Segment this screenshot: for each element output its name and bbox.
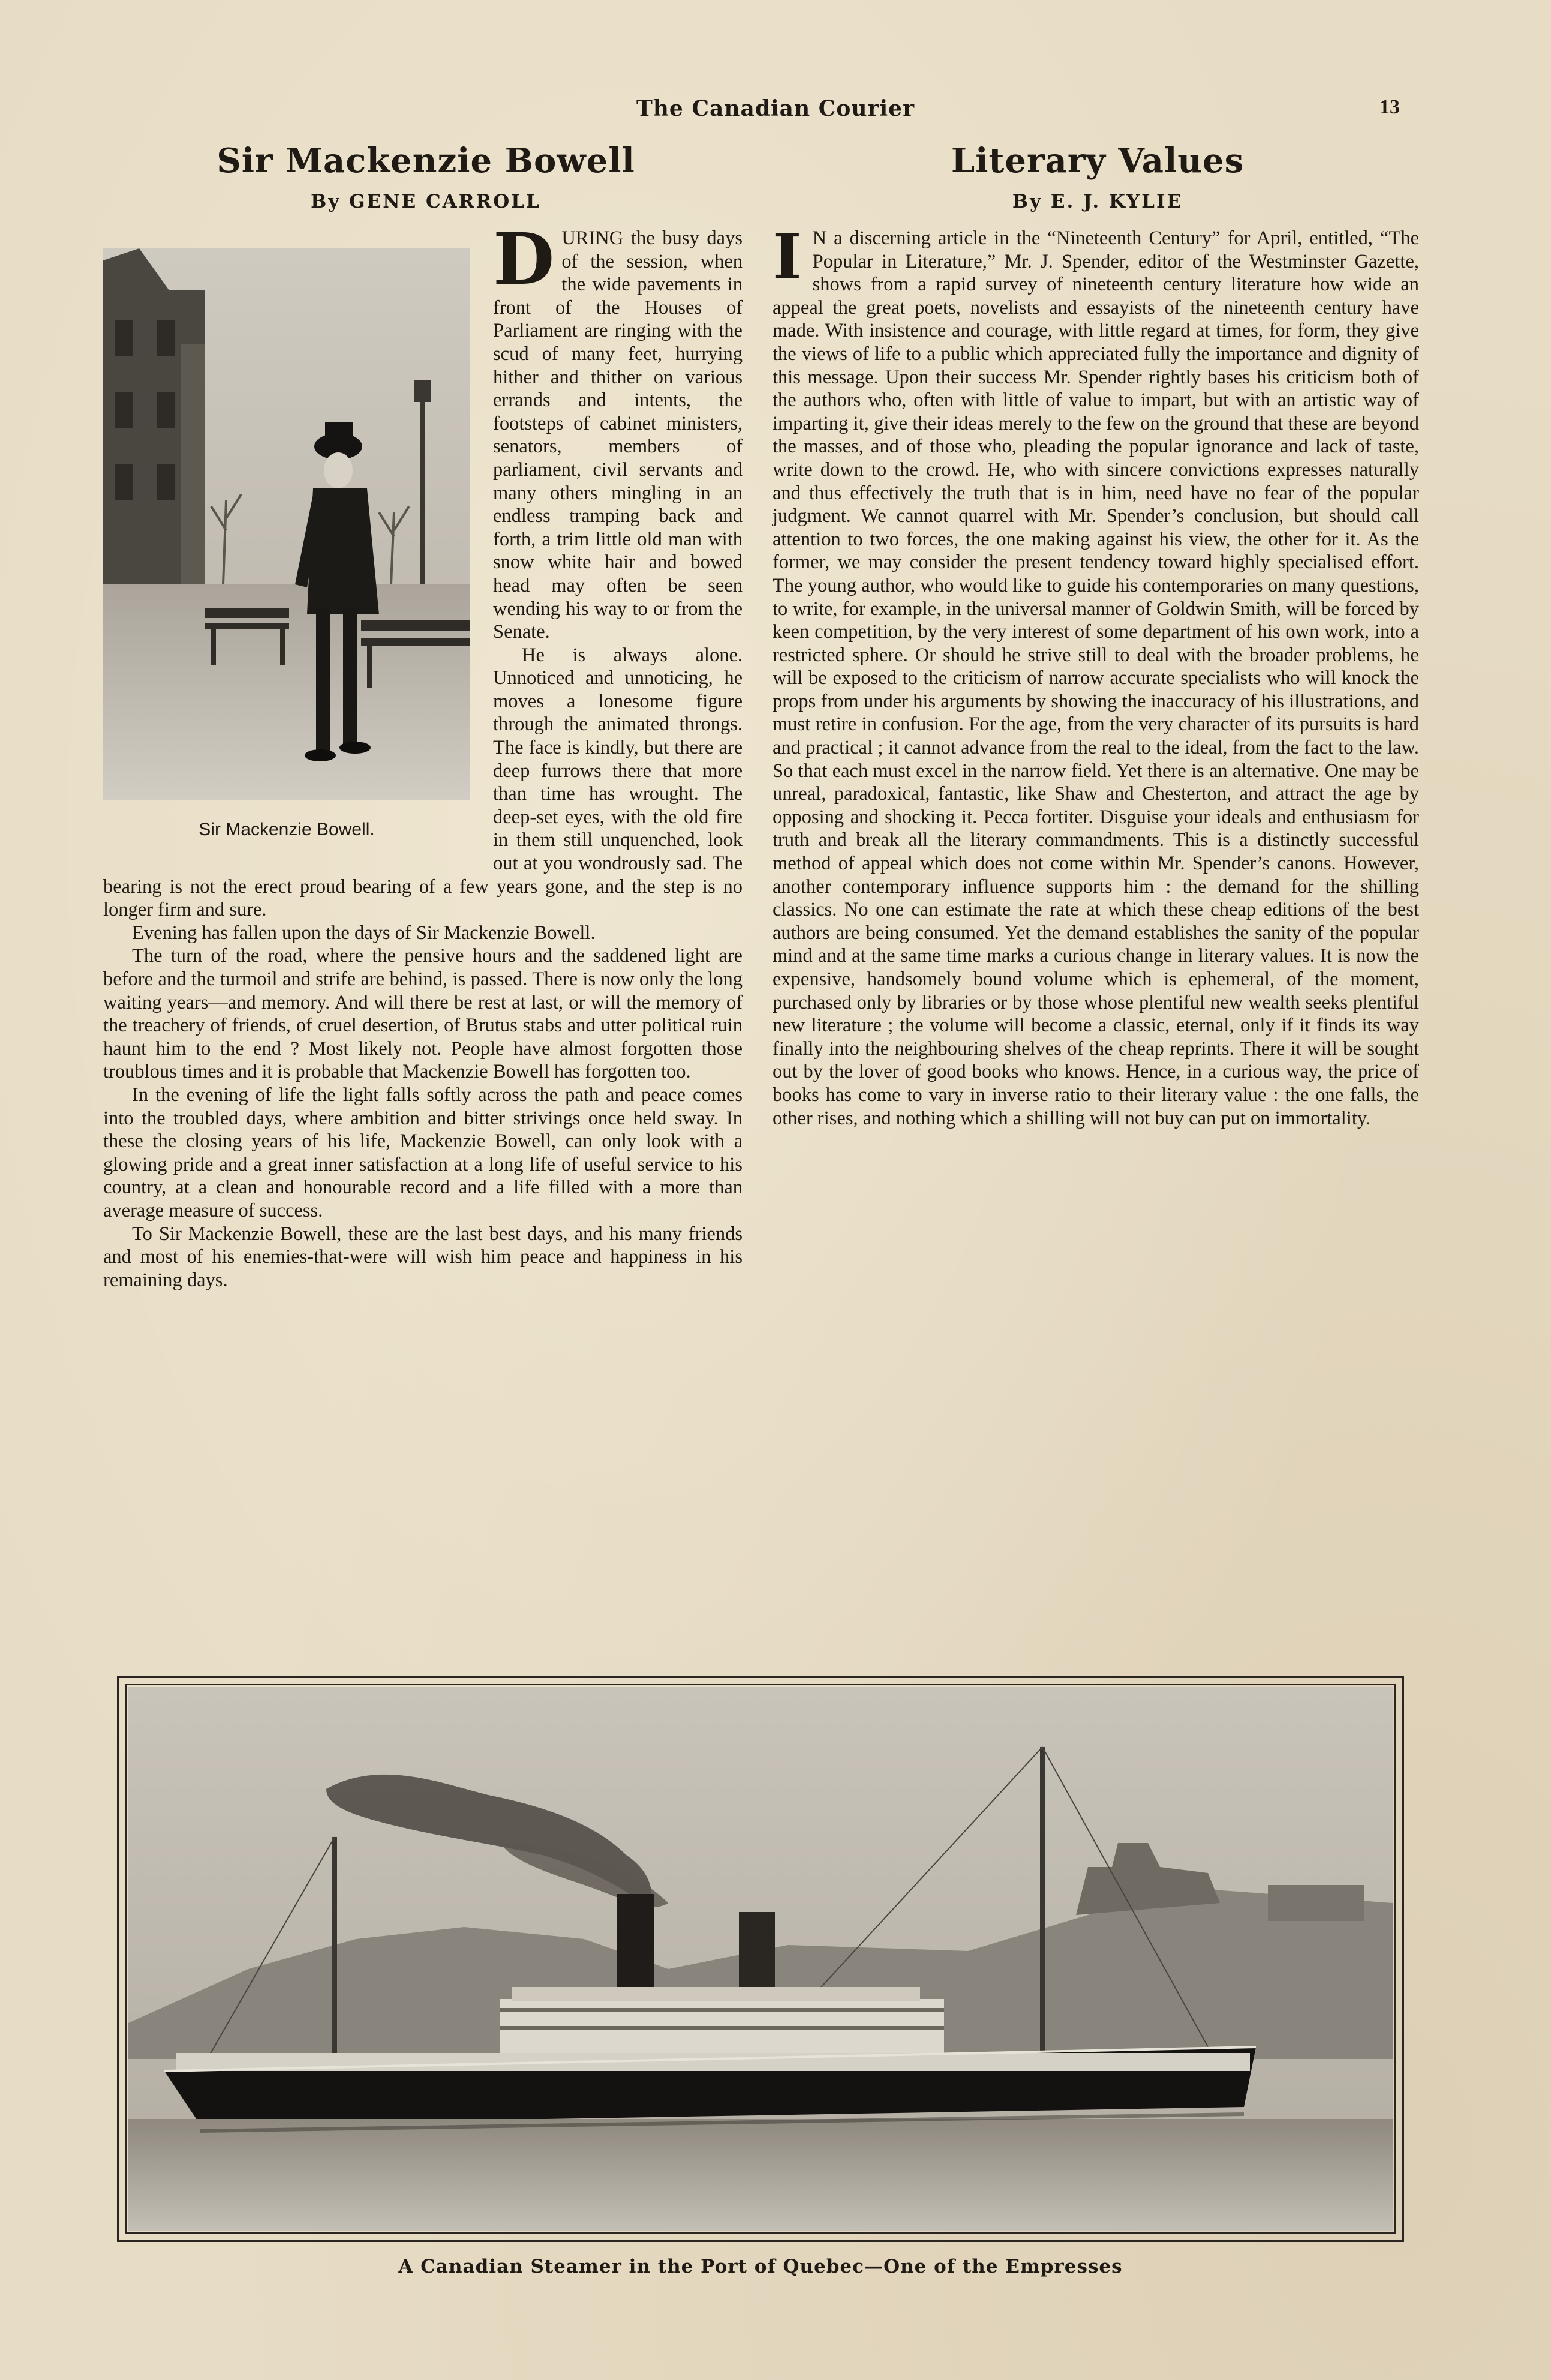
left-paragraph: Evening has fallen upon the days of Sir Mackenzie Bowell. [132,922,596,944]
right-article-body [773,220,1419,1643]
left-paragraph: To Sir Mackenzie Bowell, these are the last best days, and his many friends and most of his enemies-that-were will wish him peace and happiness in his remaining days. [103,1223,743,1291]
left-paragraph: The turn of the road, where the pensive hours and the saddened light are before and the turmoil and strife are behind, is passed. There is now only the long waiting years—and memory. And will there be rest at last, or will the memory of the treachery of friends, of cruel desertion, of Brutus stabs and utter political ruin haunt him to the end ? Most likely not. People have almost forgotten those troublous times and it is probable that Mackenzie Bowell has forgotten too. [103,945,743,1083]
steamer-photo-caption: A Canadian Steamer in the Port of Quebec—One of the Empresses [398,2256,1123,2277]
bowell-photo [103,248,470,800]
left-article-title: Sir Mackenzie Bowell [217,141,635,181]
steamer-photo [128,1687,1393,2231]
steamer-photo-frame [117,1676,1404,2242]
page-number: 13 [1379,96,1400,118]
left-article-body [103,217,743,1643]
running-head: The Canadian Courier [636,96,915,121]
left-drop-cap: D [493,217,555,301]
right-drop-cap: I [773,220,802,293]
left-paragraph: He is always alone. Unnoticed and unnoticing, he moves a lonesome figure through the animated throngs. The face is kindly, but there are deep furrows there that more than time has wrought. The deep-set eyes, with the old fire in them still unquenched, look out at you wondrously sad. The bearing is not the erect proud bearing of a few years gone, and the step is no longer firm and sure. [103,644,743,921]
left-article-byline: By GENE CARROLL [311,191,541,212]
left-paragraph: In the evening of life the light falls softly across the path and peace comes into the troubled days, where ambition and bitter strivings once held sway. In these the closing years of his life, Mackenzie Bowell, can only look with a glowing pride and a great inner satisfaction at a long life of useful service to his country, at a clean and honourable record and a life filled with a more than average measure of success. [103,1084,743,1221]
right-article-byline: By E. J. KYLIE [1012,191,1183,212]
right-article-title: Literary Values [951,141,1245,181]
bowell-photo-caption: Sir Mackenzie Bowell. [199,820,375,839]
bowell-photo-block [103,227,493,857]
left-first-paragraph: URING the busy days of the session, when the wide pavements in front of the Houses of Parliament are ringing with the scud of many feet, hurrying hither and thither on various errands and intents, the footsteps of cabinet ministers, senators, members of parliament, civil servants and many others mingling in an endless tramping back and forth, a trim little old man with snow white hair and bowed head may often be seen wending his way to or from the Senate. [493,227,743,643]
right-article-text: N a discerning article in the “Nineteenth Century” for April, entitled, “The Popular in Literature,” Mr. J. Spender, editor of the Westminster Gazette, shows from a rapid survey of nineteenth century literature how wide an appeal the great poets, novelists and essayists of the nineteenth century have made. With insistence and courage, with little regard at times, for form, they give the views of life to a public which appreciated fully the importance and dignity of this message. Upon their success Mr. Spender rightly bases his criticism both of the authors who, often with little of value to impart, but with an artistic way of imparting it, give their ideas merely to the few on the ground that these are beyond the masses, and of those who, pleading the popular ignorance and lack of taste, write down to the crowd. He, who with sincere convictions expresses naturally and thus effectively the truth that is in him, need have no fear of the popular judgment. We cannot quarrel with Mr. Spender’s conclusion, but should call attention to two forces, the one making against his view, the other for it. As the former, we may consider the present tendency toward highly specialised effort. The young author, who would like to guide his contemporaries on many questions, to write, for example, in the universal manner of Goldwin Smith, will be forced by keen competition, by the very interest of some department of his own work, into a restricted sphere. Or should he strive still to deal with the broader problems, he will be exposed to the criticism of narrow accurate specialists who will knock the props from under his arguments by showing the inaccuracy of his illustrations, and must retire in confusion. For the age, from the very character of its pursuits is hard and practical ; it cannot advance from the real to the ideal, from the fact to the law. So that each must excel in the narrow field. Yet there is an alternative. One may be unreal, paradoxical, fantastic, like Shaw and Chesterton, and attract the age by opposing and shocking it. Pecca fortiter. Disguise your ideals and enthusiasm for truth and break all the literary commandments. This is a distinctly successful method of appeal which does not come within Mr. Spender’s canons. However, another contemporary influence supports him : the demand for the shilling classics. No one can estimate the rate at which these cheap editions of the best authors are being consumed. Yet the demand establishes the sanity of the popular mind and at the same time marks a curious change in literary values. It is now the expensive, handsomely bound volume which is ephemeral, of the moment, purchased only by libraries or by those whose plentiful new wealth seeks plentiful new literature ; the volume will become a classic, eternal, only if it finds its way finally into the neighbouring shelves of the cheap reprints. There it will be sought out by the lover of good books who knows. Hence, in a curious way, the price of books has come to vary in inverse ratio to their literary value : the one falls, the other rises, and nothing which a shilling will not buy can put on immortality. [773,227,1419,1129]
